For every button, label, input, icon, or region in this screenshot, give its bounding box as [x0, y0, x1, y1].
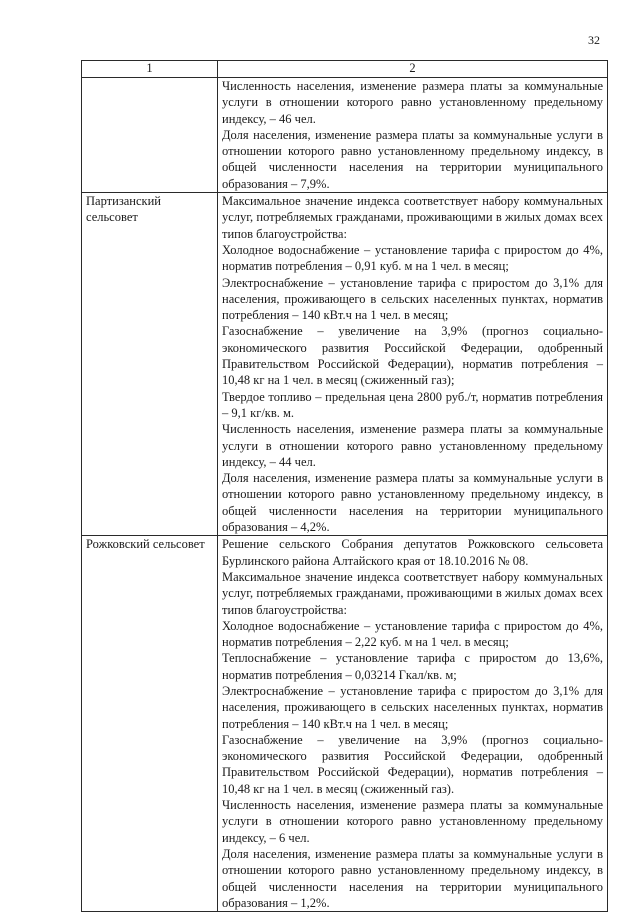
table-row — [82, 78, 608, 193]
paragraph: Газоснабжение – увеличение на 3,9% (прогноз социально-экономического развития Российской Федерации, одобренный Правительством Российской Федерации), норматив потребления – 10,48 кг на 1 чел. в месяц (сжиженный газ); — [222, 324, 603, 388]
region-cell: Партизанский сельсовет — [82, 193, 218, 536]
description-cell — [218, 78, 608, 193]
paragraph: Электроснабжение – установление тарифа с приростом до 3,1% для населения, проживающего в сельских населенных пунктах, норматив потребления – 140 кВт.ч на 1 чел. в месяц; — [222, 275, 603, 323]
description-cell — [218, 193, 608, 536]
paragraph: Теплоснабжение – установление тарифа с приростом до 13,6%, норматив потребления – 0,03214 Гкал/кв. м; — [222, 651, 603, 682]
paragraph: Газоснабжение – увеличение на 3,9% (прогноз социально-экономического развития Российской Федерации, одобренный Правительством Российской Федерации), норматив потребления – 10,48 кг на 1 чел. в месяц (сжиженный газ). — [222, 732, 603, 796]
table-row — [82, 193, 608, 536]
paragraph: Доля населения, изменение размера платы за коммунальные услуги в отношении которого равно установленному предельному индексу, в общей численности населения на территории муниципального образования – 1,2%. — [222, 846, 603, 910]
table-row — [82, 536, 608, 912]
description-cell — [218, 536, 608, 912]
paragraph: Максимальное значение индекса соответствует набору коммунальных услуг, потребляемых гражданами, проживающими в жилых домах всех типов благоустройства: — [222, 569, 603, 617]
region-cell — [82, 78, 218, 193]
column-header-1: 1 — [82, 61, 218, 78]
paragraph: Решение сельского Собрания депутатов Рожковского сельсовета Бурлинского района Алтайского края от 18.10.2016 № 08. — [222, 537, 603, 568]
page-number: 32 — [588, 33, 600, 47]
paragraph: Численность населения, изменение размера платы за коммунальные услуги в отношении которого равно установленному предельному индексу, – 44 чел. — [222, 422, 603, 469]
paragraph: Максимальное значение индекса соответствует набору коммунальных услуг, потребляемых гражданами, проживающими в жилых домах всех типов благоустройства: — [222, 194, 603, 241]
paragraph: Численность населения, изменение размера платы за коммунальные услуги в отношении которого равно установленному предельному индексу, – 6 чел. — [222, 798, 603, 845]
paragraph: Доля населения, изменение размера платы за коммунальные услуги в отношении которого равно установленному предельному индексу, в общей численности населения на территории муниципального образования – 7,9%. — [222, 127, 603, 191]
data-table — [81, 60, 608, 912]
column-header-2: 2 — [218, 61, 608, 78]
paragraph: Численность населения, изменение размера платы за коммунальные услуги в отношении которого равно установленному предельному индексу, – 46 чел. — [222, 79, 603, 126]
paragraph: Холодное водоснабжение – установление тарифа с приростом до 4%, норматив потребления – 0,91 куб. м на 1 чел. в месяц; — [222, 242, 603, 274]
paragraph: Холодное водоснабжение – установление тарифа с приростом до 4%, норматив потребления – 2,22 куб. м на 1 чел. в месяц; — [222, 618, 603, 650]
region-cell: Рожковский сельсовет — [82, 536, 218, 912]
paragraph: Доля населения, изменение размера платы за коммунальные услуги в отношении которого равно установленному предельному индексу, в общей численности населения на территории муниципального образования – 4,2%. — [222, 471, 603, 535]
paragraph: Электроснабжение – установление тарифа с приростом до 3,1% для населения, проживающего в сельских населенных пунктах, норматив потребления – 140 кВт.ч на 1 чел. в месяц; — [222, 683, 603, 731]
paragraph: Твердое топливо – предельная цена 2800 руб./т, норматив потребления – 9,1 кг/кв. м. — [222, 389, 603, 420]
table-header-row — [82, 61, 608, 78]
